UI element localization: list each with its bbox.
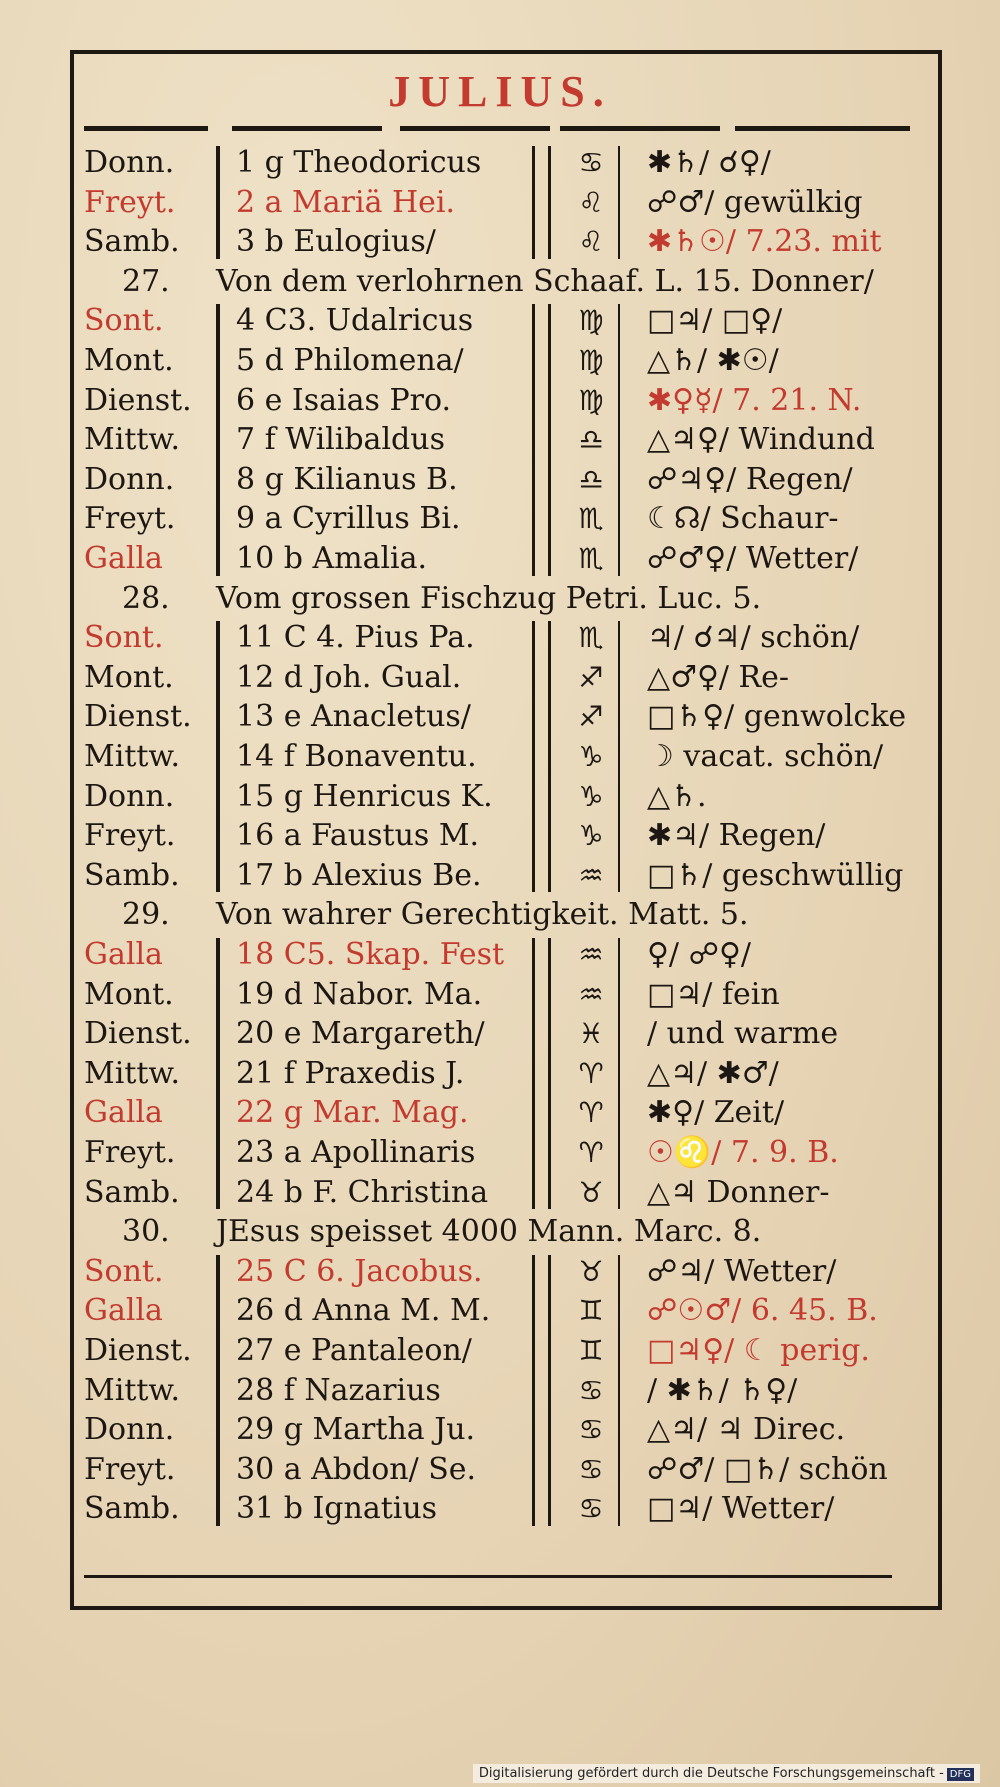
day-row xyxy=(84,738,930,776)
zodiac-sign-icon: ♌ xyxy=(578,225,604,258)
zodiac-sign-icon: ♏ xyxy=(578,502,604,535)
aspect-weather: ✱♀/ Zeit/ xyxy=(647,1095,785,1130)
weekday: Dienst. xyxy=(84,699,192,734)
day-row xyxy=(84,540,930,578)
zodiac-sign-icon: ♍ xyxy=(578,304,604,337)
weekday: Mittw. xyxy=(84,739,181,774)
day-row xyxy=(84,1292,930,1330)
zodiac-sign-icon: ♒ xyxy=(578,938,604,971)
date-saint: 13 e Anacletus/ xyxy=(236,699,471,734)
weekday: Samb. xyxy=(84,1491,180,1526)
zodiac-sign-icon: ♍ xyxy=(578,344,604,377)
aspect-weather: ☽ vacat. schön/ xyxy=(647,739,884,774)
zodiac-sign-icon: ♓ xyxy=(578,1017,604,1050)
week-number: 29. xyxy=(122,897,170,932)
day-row xyxy=(84,1015,930,1053)
aspect-weather: △♃ Donner- xyxy=(647,1175,830,1210)
weekday: Freyt. xyxy=(84,1135,176,1170)
day-row xyxy=(84,778,930,816)
zodiac-sign-icon: ♎ xyxy=(578,463,604,496)
date-saint: 4 C3. Udalricus xyxy=(236,303,474,338)
aspect-weather: / und warme xyxy=(647,1016,839,1051)
day-row xyxy=(84,421,930,459)
aspect-weather: ✱♀☿/ 7. 21. N. xyxy=(647,383,862,418)
weekday: Mittw. xyxy=(84,1056,181,1091)
date-saint: 28 f Nazarius xyxy=(236,1373,441,1408)
footer-text: Digitalisierung gefördert durch die Deutsche Forschungsgemeinschaft - xyxy=(478,1766,944,1781)
day-row xyxy=(84,1174,930,1212)
day-row xyxy=(84,1332,930,1370)
date-saint: 29 g Martha Ju. xyxy=(236,1412,476,1447)
zodiac-sign-icon: ♒ xyxy=(578,859,604,892)
date-saint: 6 e Isaias Pro. xyxy=(236,383,452,418)
gospel-reading: Vom grossen Fischzug Petri. Luc. 5. xyxy=(216,581,762,616)
aspect-weather: △♃/ ♃ Direc. xyxy=(647,1412,846,1447)
date-saint: 14 f Bonaventu. xyxy=(236,739,477,774)
zodiac-sign-icon: ♌ xyxy=(578,186,604,219)
date-saint: 23 a Apollinaris xyxy=(236,1135,476,1170)
column-divider xyxy=(548,938,551,1209)
day-row xyxy=(84,342,930,380)
weekday: Donn. xyxy=(84,462,175,497)
zodiac-sign-icon: ♉ xyxy=(578,1255,604,1288)
column-divider xyxy=(618,1255,620,1526)
day-row xyxy=(84,1372,930,1410)
week-number: 27. xyxy=(122,264,170,299)
aspect-weather: ♃/ ☌♃/ schön/ xyxy=(647,620,860,655)
column-divider xyxy=(618,938,620,1209)
weekday: Samb. xyxy=(84,858,180,893)
day-row xyxy=(84,817,930,855)
column-divider xyxy=(532,146,535,259)
column-divider xyxy=(216,938,220,1209)
aspect-weather: □♄/ geschwüllig xyxy=(647,858,904,893)
aspect-weather: ♀/ ☍♀/ xyxy=(647,937,751,972)
column-divider xyxy=(216,1255,220,1526)
zodiac-sign-icon: ♈ xyxy=(578,1136,604,1169)
zodiac-sign-icon: ♊ xyxy=(578,1334,604,1367)
aspect-weather: ✱♄☉/ 7.23. mit xyxy=(647,224,882,259)
aspect-weather: □♃/ Wetter/ xyxy=(647,1491,835,1526)
weekday: Dienst. xyxy=(84,1016,192,1051)
date-saint: 30 a Abdon/ Se. xyxy=(236,1452,477,1487)
zodiac-sign-icon: ♐ xyxy=(578,661,604,694)
dfg-logo: DFG xyxy=(947,1768,974,1781)
zodiac-sign-icon: ♏ xyxy=(578,542,604,575)
day-row xyxy=(84,698,930,736)
weekday: Mittw. xyxy=(84,422,181,457)
column-divider xyxy=(548,621,551,892)
header-rule xyxy=(735,126,910,131)
aspect-weather: ✱♄/ ☌♀/ xyxy=(647,145,771,180)
day-row xyxy=(84,659,930,697)
day-row xyxy=(84,857,930,895)
weekday: Mont. xyxy=(84,977,174,1012)
zodiac-sign-icon: ♋ xyxy=(578,1374,604,1407)
zodiac-sign-icon: ♈ xyxy=(578,1057,604,1090)
aspect-weather: △♃/ ✱♂/ xyxy=(647,1056,779,1091)
zodiac-sign-icon: ♋ xyxy=(578,1413,604,1446)
weekday: Samb. xyxy=(84,224,180,259)
aspect-weather: △♃♀/ Windund xyxy=(647,422,875,457)
aspect-weather: □♃/ fein xyxy=(647,977,780,1012)
date-saint: 19 d Nabor. Ma. xyxy=(236,977,483,1012)
zodiac-sign-icon: ♑ xyxy=(578,740,604,773)
day-row xyxy=(84,302,930,340)
week-gospel-line xyxy=(84,263,930,301)
weekday: Donn. xyxy=(84,779,175,814)
date-saint: 20 e Margareth/ xyxy=(236,1016,485,1051)
date-saint: 18 C5. Skap. Fest xyxy=(236,937,505,972)
day-row xyxy=(84,1490,930,1528)
weekday: Sont. xyxy=(84,303,164,338)
aspect-weather: ☾☊/ Schaur- xyxy=(647,501,839,536)
column-divider xyxy=(216,146,220,259)
day-row xyxy=(84,936,930,974)
zodiac-sign-icon: ♍ xyxy=(578,384,604,417)
date-saint: 21 f Praxedis J. xyxy=(236,1056,465,1091)
weekday: Donn. xyxy=(84,145,175,180)
weekday: Mittw. xyxy=(84,1373,181,1408)
day-row xyxy=(84,1411,930,1449)
day-row xyxy=(84,144,930,182)
zodiac-sign-icon: ♈ xyxy=(578,1096,604,1129)
date-saint: 7 f Wilibaldus xyxy=(236,422,445,457)
weekday: Galla xyxy=(84,1095,163,1130)
zodiac-sign-icon: ♑ xyxy=(578,780,604,813)
column-divider xyxy=(216,621,220,892)
aspect-weather: □♃♀/ ☾ perig. xyxy=(647,1333,870,1368)
header-rule xyxy=(84,126,208,131)
date-saint: 27 e Pantaleon/ xyxy=(236,1333,472,1368)
aspect-weather: ☍☉♂/ 6. 45. B. xyxy=(647,1293,878,1328)
date-saint: 10 b Amalia. xyxy=(236,541,428,576)
column-divider xyxy=(548,1255,551,1526)
date-saint: 12 d Joh. Gual. xyxy=(236,660,462,695)
zodiac-sign-icon: ♑ xyxy=(578,819,604,852)
week-gospel-line xyxy=(84,896,930,934)
date-saint: 24 b F. Christina xyxy=(236,1175,489,1210)
weekday: Galla xyxy=(84,1293,163,1328)
column-divider xyxy=(532,621,535,892)
week-number: 28. xyxy=(122,581,170,616)
week-gospel-line xyxy=(84,1213,930,1251)
weekday: Sont. xyxy=(84,620,164,655)
day-row xyxy=(84,223,930,261)
day-row xyxy=(84,1253,930,1291)
day-row xyxy=(84,382,930,420)
gospel-reading: JEsus speisset 4000 Mann. Marc. 8. xyxy=(216,1214,762,1249)
day-row xyxy=(84,1134,930,1172)
header-rule xyxy=(560,126,720,131)
weekday: Sont. xyxy=(84,1254,164,1289)
aspect-weather: ☍♂/ □♄/ schön xyxy=(647,1452,888,1487)
column-divider xyxy=(532,304,535,576)
weekday: Freyt. xyxy=(84,501,176,536)
month-title: JULIUS. xyxy=(388,67,612,116)
date-saint: 31 b Ignatius xyxy=(236,1491,438,1526)
digitization-footer xyxy=(473,1764,980,1783)
weekday: Donn. xyxy=(84,1412,175,1447)
aspect-weather: △♂♀/ Re- xyxy=(647,660,790,695)
column-divider xyxy=(548,304,551,576)
day-row xyxy=(84,619,930,657)
date-saint: 3 b Eulogius/ xyxy=(236,224,436,259)
aspect-weather: ☍♂♀/ Wetter/ xyxy=(647,541,859,576)
gospel-reading: Von dem verlohrnen Schaaf. L. 15. Donner/ xyxy=(216,264,874,299)
day-row xyxy=(84,1094,930,1132)
aspect-weather: ☍♂/ gewülkig xyxy=(647,185,863,220)
week-gospel-line xyxy=(84,580,930,618)
weekday: Galla xyxy=(84,541,163,576)
header-rule xyxy=(232,126,382,131)
day-row xyxy=(84,1451,930,1489)
zodiac-sign-icon: ♎ xyxy=(578,423,604,456)
column-divider xyxy=(532,1255,535,1526)
gospel-reading: Von wahrer Gerechtigkeit. Matt. 5. xyxy=(216,897,749,932)
weekday: Mont. xyxy=(84,660,174,695)
column-divider xyxy=(532,938,535,1209)
date-saint: 15 g Henricus K. xyxy=(236,779,493,814)
aspect-weather: □♄♀/ genwolcke xyxy=(647,699,907,734)
date-saint: 16 a Faustus M. xyxy=(236,818,480,853)
column-divider xyxy=(548,146,551,259)
zodiac-sign-icon: ♊ xyxy=(578,1294,604,1327)
date-saint: 2 a Mariä Hei. xyxy=(236,185,456,220)
day-row xyxy=(84,184,930,222)
date-saint: 8 g Kilianus B. xyxy=(236,462,458,497)
date-saint: 17 b Alexius Be. xyxy=(236,858,482,893)
day-row xyxy=(84,976,930,1014)
weekday: Mont. xyxy=(84,343,174,378)
column-divider xyxy=(618,146,620,259)
zodiac-sign-icon: ♋ xyxy=(578,1492,604,1525)
weekday: Dienst. xyxy=(84,383,192,418)
date-saint: 22 g Mar. Mag. xyxy=(236,1095,469,1130)
date-saint: 5 d Philomena/ xyxy=(236,343,464,378)
header-rule xyxy=(400,126,550,131)
date-saint: 26 d Anna M. M. xyxy=(236,1293,491,1328)
day-row xyxy=(84,461,930,499)
aspect-weather: ☉♌/ 7. 9. B. xyxy=(647,1135,839,1170)
aspect-weather: ☍♃/ Wetter/ xyxy=(647,1254,837,1289)
date-saint: 9 a Cyrillus Bi. xyxy=(236,501,461,536)
column-divider xyxy=(216,304,220,576)
column-divider xyxy=(618,304,620,576)
zodiac-sign-icon: ♏ xyxy=(578,621,604,654)
aspect-weather: / ✱♄/ ♄♀/ xyxy=(647,1373,798,1408)
aspect-weather: ☍♃♀/ Regen/ xyxy=(647,462,853,497)
aspect-weather: ✱♃/ Regen/ xyxy=(647,818,826,853)
weekday: Freyt. xyxy=(84,185,176,220)
zodiac-sign-icon: ♉ xyxy=(578,1176,604,1209)
zodiac-sign-icon: ♋ xyxy=(578,146,604,179)
day-row xyxy=(84,500,930,538)
zodiac-sign-icon: ♒ xyxy=(578,978,604,1011)
weekday: Freyt. xyxy=(84,818,176,853)
zodiac-sign-icon: ♋ xyxy=(578,1453,604,1486)
aspect-weather: △♄/ ✱☉/ xyxy=(647,343,779,378)
date-saint: 11 C 4. Pius Pa. xyxy=(236,620,475,655)
weekday: Dienst. xyxy=(84,1333,192,1368)
day-row xyxy=(84,1055,930,1093)
weekday: Samb. xyxy=(84,1175,180,1210)
zodiac-sign-icon: ♐ xyxy=(578,700,604,733)
weekday: Freyt. xyxy=(84,1452,176,1487)
column-divider xyxy=(618,621,620,892)
date-saint: 1 g Theodoricus xyxy=(236,145,482,180)
footer-rule xyxy=(84,1575,892,1578)
date-saint: 25 C 6. Jacobus. xyxy=(236,1254,483,1289)
week-number: 30. xyxy=(122,1214,170,1249)
aspect-weather: □♃/ □♀/ xyxy=(647,303,783,338)
weekday: Galla xyxy=(84,937,163,972)
aspect-weather: △♄. xyxy=(647,779,707,814)
